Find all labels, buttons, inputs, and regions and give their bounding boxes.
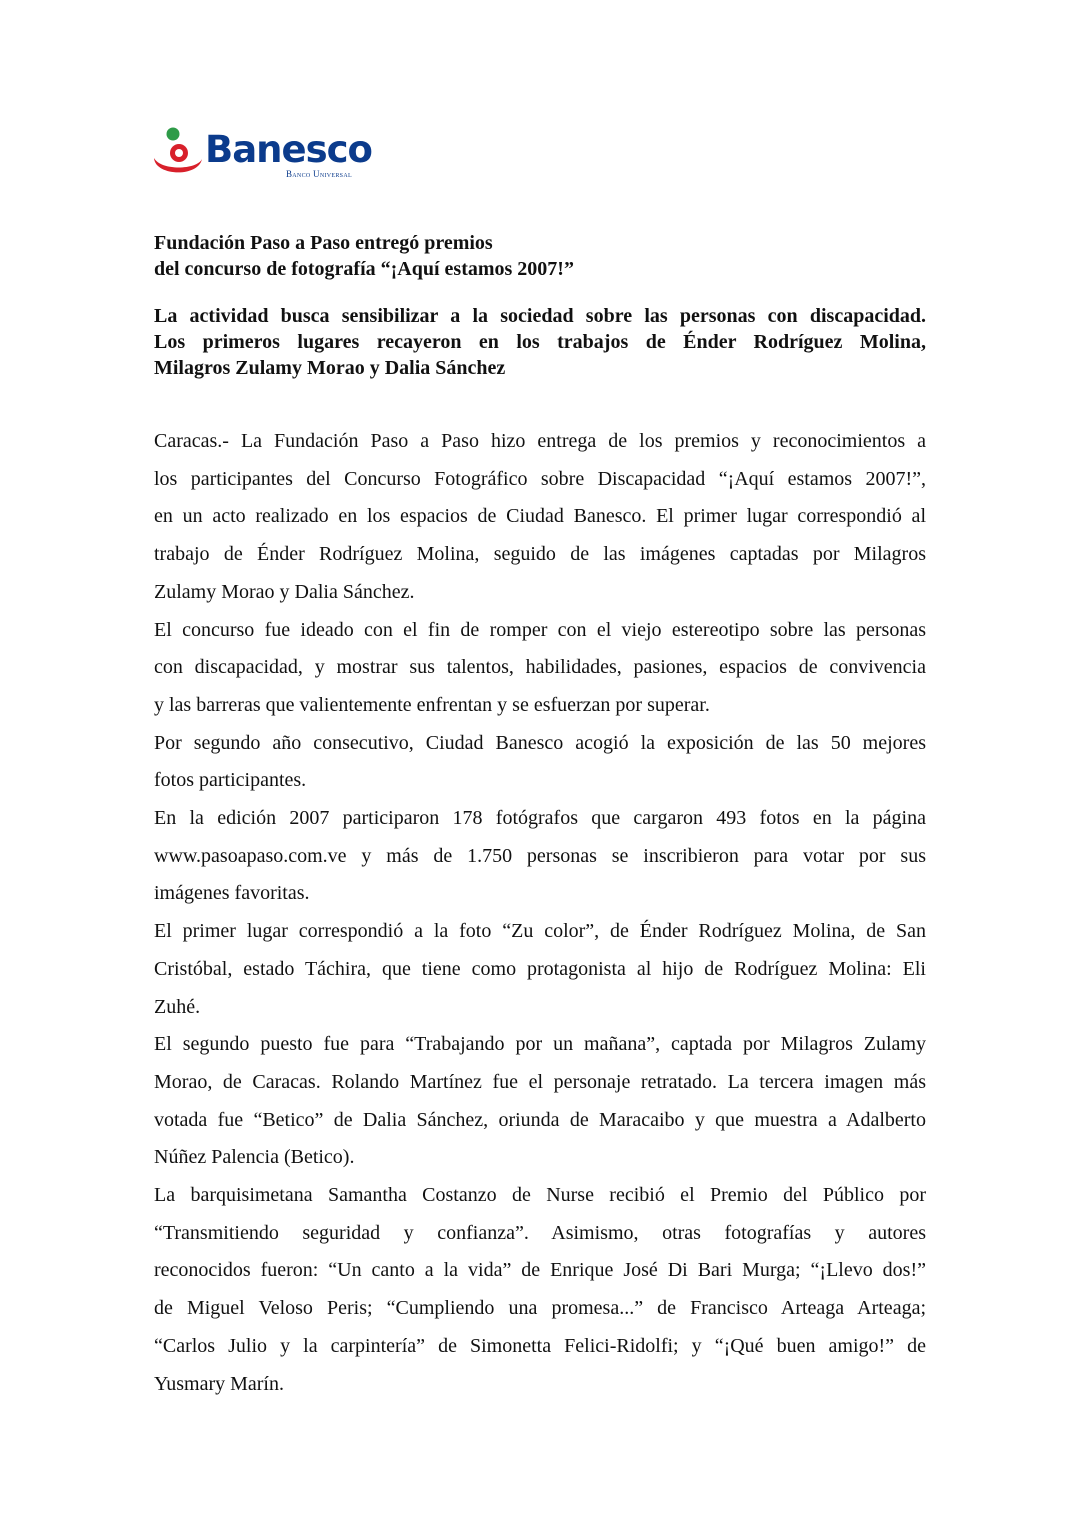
paragraph-line: Morao, de Caracas. Rolando Martínez fue el personaje retratado. La tercera imagen más [154, 1070, 926, 1093]
subtitle [154, 303, 926, 381]
paragraph-line: Caracas.- La Fundación Paso a Paso hizo entrega de los premios y reconocimientos a [154, 430, 926, 452]
paragraph-line: El concurso fue ideado con el fin de romper con el viejo estereotipo sobre las personas [154, 618, 926, 641]
article-body [154, 423, 926, 1403]
paragraph-line: trabajo de Énder Rodríguez Molina, seguido de las imágenes captadas por Milagros [154, 543, 926, 566]
subtitle-line: Milagros Zulamy Morao y Dalia Sánchez [154, 357, 506, 379]
paragraph-line: reconocidos fueron: “Un canto a la vida” de Enrique José Di Bari Murga; “¡Llevo dos!” [154, 1259, 926, 1282]
paragraph-line: votada fue “Betico” de Dalia Sánchez, oriunda de Maracaibo y que muestra a Adalberto [154, 1108, 926, 1131]
paragraph-line: Zulamy Morao y Dalia Sánchez. [154, 580, 415, 603]
banesco-logo-icon [153, 126, 203, 182]
paragraph-line: Yusmary Marín. [154, 1372, 284, 1395]
paragraph-line: Por segundo año consecutivo, Ciudad Banesco acogió la exposición de las 50 mejores [154, 731, 926, 754]
paragraph-line: “Transmitiendo seguridad y confianza”. Asimismo, otras fotografías y autores [154, 1221, 926, 1244]
paragraph-line: Núñez Palencia (Betico). [154, 1146, 355, 1169]
paragraph-line: fotos participantes. [154, 769, 307, 792]
paragraph-line: El primer lugar correspondió a la foto “Zu color”, de Énder Rodríguez Molina, de San [154, 920, 926, 943]
paragraph-line: los participantes del Concurso Fotográfico sobre Discapacidad “¡Aquí estamos 2007!”, [154, 467, 926, 490]
logo-wordmark: Banesco [205, 128, 372, 171]
subtitle-line: Los primeros lugares recayeron en los trabajos de Énder Rodríguez Molina, [154, 331, 926, 353]
paragraph-line: “Carlos Julio y la carpintería” de Simonetta Felici-Ridolfi; y “¡Qué buen amigo!” de [154, 1334, 926, 1357]
headline-line: Fundación Paso a Paso entregó premios [154, 232, 493, 254]
paragraph-line: con discapacidad, y mostrar sus talentos, habilidades, pasiones, espacios de convivencia [154, 656, 926, 679]
paragraph-line: en un acto realizado en los espacios de Ciudad Banesco. El primer lugar correspondió al [154, 505, 926, 528]
logo-subtitle: Banco Universal [286, 169, 352, 179]
paragraph-line: Cristóbal, estado Táchira, que tiene como protagonista al hijo de Rodríguez Molina: Eli [154, 957, 926, 980]
subtitle-line: La actividad busca sensibilizar a la sociedad sobre las personas con discapacidad. [154, 305, 926, 327]
paragraph-line: imágenes favoritas. [154, 882, 310, 905]
paragraph-line: El segundo puesto fue para “Trabajando por un mañana”, captada por Milagros Zulamy [154, 1033, 926, 1056]
headline [154, 230, 926, 282]
banesco-logo [153, 126, 393, 182]
headline-line: del concurso de fotografía “¡Aquí estamos 2007!” [154, 258, 574, 280]
paragraph-line: La barquisimetana Samantha Costanzo de Nurse recibió el Premio del Público por [154, 1184, 926, 1207]
paragraph-line: Zuhé. [154, 995, 201, 1018]
paragraph-line: de Miguel Veloso Peris; “Cumpliendo una promesa...” de Francisco Arteaga Arteaga; [154, 1297, 926, 1320]
paragraph-line: En la edición 2007 participaron 178 fotógrafos que cargaron 493 fotos en la página [154, 807, 926, 830]
paragraph-line: y las barreras que valientemente enfrentan y se esfuerzan por superar. [154, 693, 710, 716]
paragraph-line: www.pasoapaso.com.ve y más de 1.750 personas se inscribieron para votar por sus [154, 844, 926, 867]
